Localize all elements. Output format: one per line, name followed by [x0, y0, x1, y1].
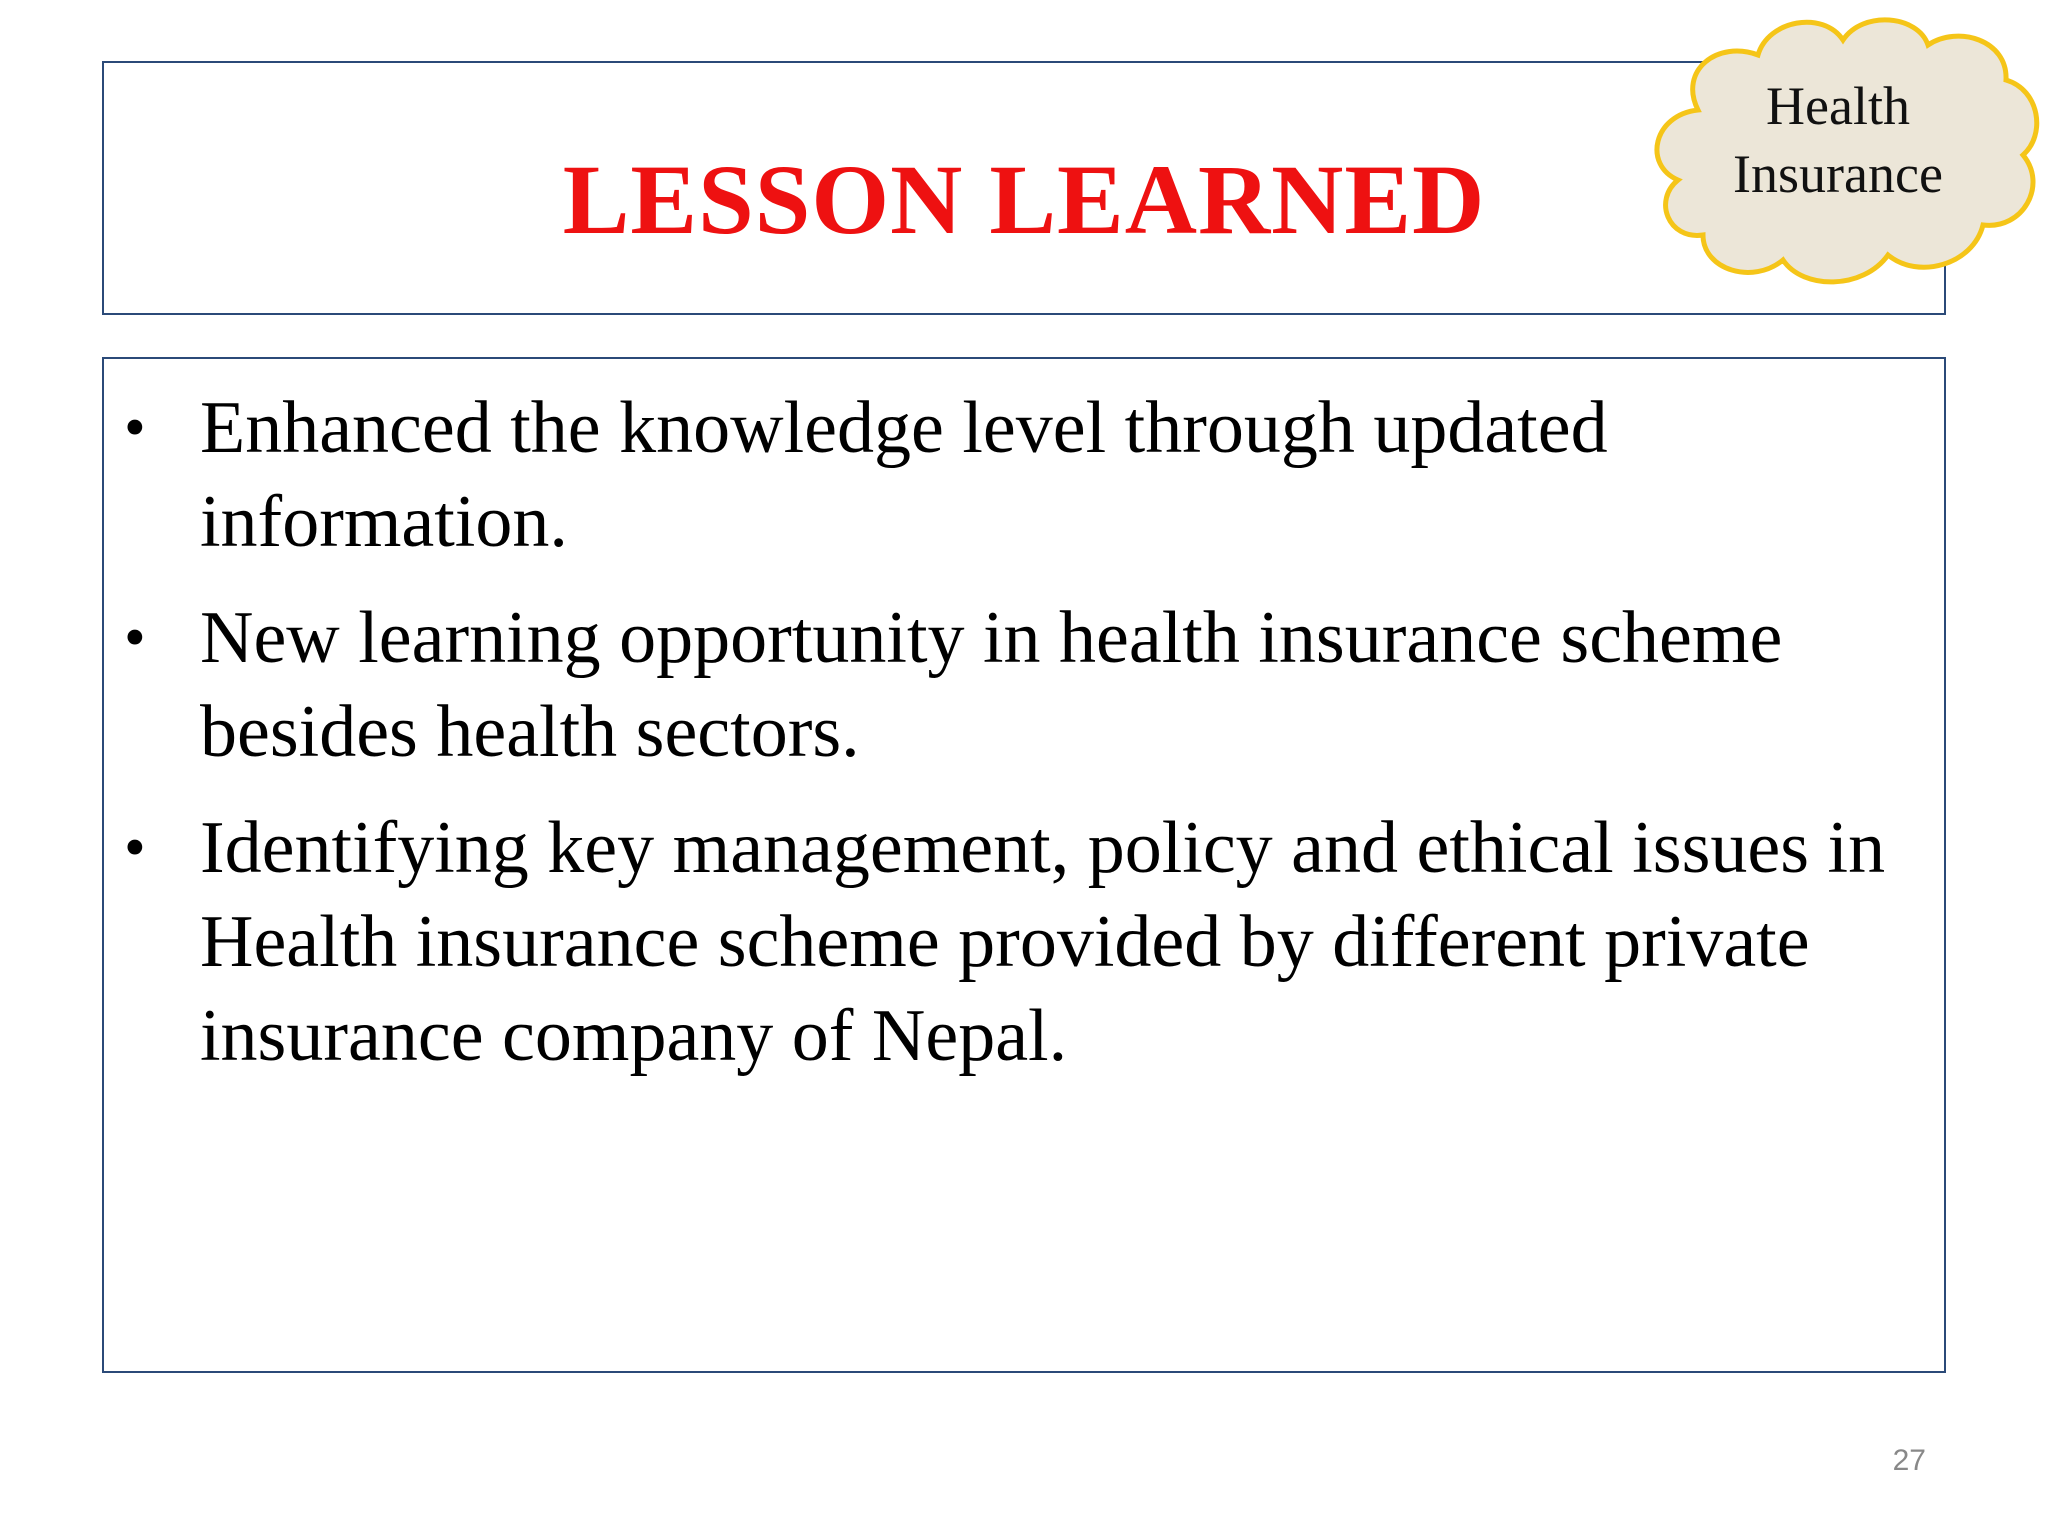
cloud-label-line1: Health	[1766, 76, 1910, 136]
bullet-dot-icon: •	[124, 604, 146, 672]
bullet-text: Identifying key management, policy and ethical issues in Health insurance scheme provided by different private insurance company of Nepal.	[200, 807, 1886, 1077]
cloud-label	[1688, 72, 1988, 208]
bullet-list	[124, 381, 1930, 1105]
bullet-dot-icon: •	[124, 394, 146, 462]
bullet-item	[124, 801, 1930, 1083]
health-insurance-cloud	[1628, 0, 2048, 300]
content-box	[102, 357, 1946, 1373]
slide-title: LESSON LEARNED	[562, 143, 1486, 255]
bullet-dot-icon: •	[124, 814, 146, 882]
page-number: 27	[1892, 1444, 1926, 1477]
bullet-text: New learning opportunity in health insurance scheme besides health sectors.	[200, 597, 1783, 773]
bullet-item	[124, 381, 1930, 569]
cloud-label-line2: Insurance	[1733, 144, 1943, 204]
bullet-text: Enhanced the knowledge level through updated information.	[200, 387, 1608, 563]
bullet-item	[124, 591, 1930, 779]
